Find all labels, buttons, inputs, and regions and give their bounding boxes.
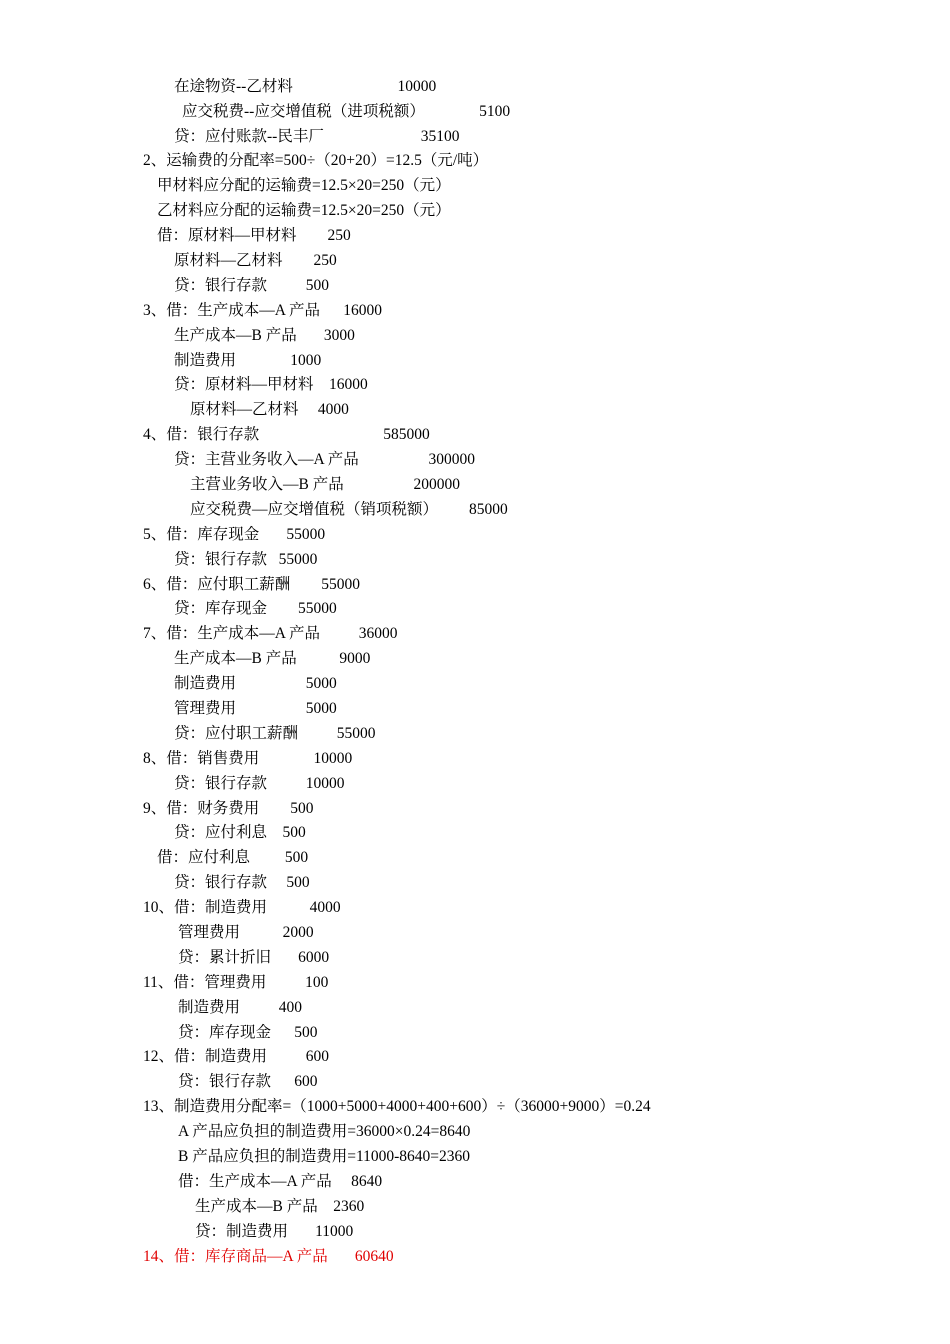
journal-line-12: 制造费用 1000: [174, 352, 322, 369]
journal-line-28: 8、借：销售费用 10000: [143, 750, 353, 767]
journal-line-46: 生产成本—B 产品 2360: [195, 1198, 365, 1215]
journal-line-44: B 产品应负担的制造费用=11000-8640=2360: [178, 1148, 471, 1165]
journal-line-31: 贷：应付利息 500: [174, 824, 306, 841]
journal-line-21: 6、借：应付职工薪酬 55000: [143, 576, 361, 593]
journal-line-5: 甲材料应分配的运输费=12.5×20=250（元）: [157, 177, 451, 194]
journal-line-17: 主营业务收入—B 产品 200000: [190, 476, 460, 493]
journal-line-18: 应交税费—应交增值税（销项税额） 85000: [190, 501, 508, 518]
journal-line-19: 5、借：库存现金 55000: [143, 526, 326, 543]
journal-line-10: 3、借：生产成本—A 产品 16000: [143, 302, 382, 319]
journal-line-34: 10、借：制造费用 4000: [143, 899, 341, 916]
journal-line-32: 借：应付利息 500: [157, 849, 309, 866]
journal-line-26: 管理费用 5000: [174, 700, 337, 717]
journal-line-24: 生产成本—B 产品 9000: [174, 650, 371, 667]
journal-line-48-highlighted: 14、借：库存商品—A 产品 60640: [143, 1248, 394, 1265]
journal-line-2: 应交税费--应交增值税（进项税额） 5100: [182, 103, 511, 120]
journal-line-22: 贷：库存现金 55000: [174, 600, 337, 617]
journal-line-42: 13、制造费用分配率=（1000+5000+4000+400+600）÷（36000+9000）=0.24: [143, 1098, 651, 1115]
journal-line-38: 制造费用 400: [178, 999, 303, 1016]
journal-line-8: 原材料—乙材料 250: [174, 252, 337, 269]
journal-line-3: 贷：应付账款--民丰厂 35100: [174, 128, 460, 145]
journal-line-6: 乙材料应分配的运输费=12.5×20=250（元）: [157, 202, 451, 219]
journal-line-33: 贷：银行存款 500: [174, 874, 310, 891]
journal-line-4: 2、运输费的分配率=500÷（20+20）=12.5（元/吨）: [143, 152, 489, 169]
journal-line-16: 贷：主营业务收入—A 产品 300000: [174, 451, 475, 468]
journal-line-29: 贷：银行存款 10000: [174, 775, 345, 792]
journal-line-9: 贷：银行存款 500: [174, 277, 330, 294]
journal-line-41: 贷：银行存款 600: [178, 1073, 318, 1090]
journal-line-13: 贷：原材料—甲材料 16000: [174, 376, 368, 393]
journal-line-27: 贷：应付职工薪酬 55000: [174, 725, 376, 742]
journal-line-36: 贷：累计折旧 6000: [178, 949, 330, 966]
journal-line-25: 制造费用 5000: [174, 675, 337, 692]
journal-line-23: 7、借：生产成本—A 产品 36000: [143, 625, 398, 642]
journal-line-43: A 产品应负担的制造费用=36000×0.24=8640: [178, 1123, 471, 1140]
journal-line-37: 11、借：管理费用 100: [143, 974, 329, 991]
journal-line-35: 管理费用 2000: [178, 924, 314, 941]
journal-line-11: 生产成本—B 产品 3000: [174, 327, 355, 344]
journal-line-14: 原材料—乙材料 4000: [190, 401, 349, 418]
journal-line-39: 贷：库存现金 500: [178, 1024, 318, 1041]
journal-line-20: 贷：银行存款 55000: [174, 551, 318, 568]
journal-line-30: 9、借：财务费用 500: [143, 800, 314, 817]
journal-line-1: 在途物资--乙材料 10000: [174, 78, 437, 95]
journal-line-47: 贷：制造费用 11000: [195, 1223, 354, 1240]
journal-line-40: 12、借：制造费用 600: [143, 1048, 330, 1065]
journal-line-45: 借：生产成本—A 产品 8640: [178, 1173, 383, 1190]
journal-line-7: 借：原材料—甲材料 250: [157, 227, 351, 244]
journal-line-15: 4、借：银行存款 585000: [143, 426, 430, 443]
